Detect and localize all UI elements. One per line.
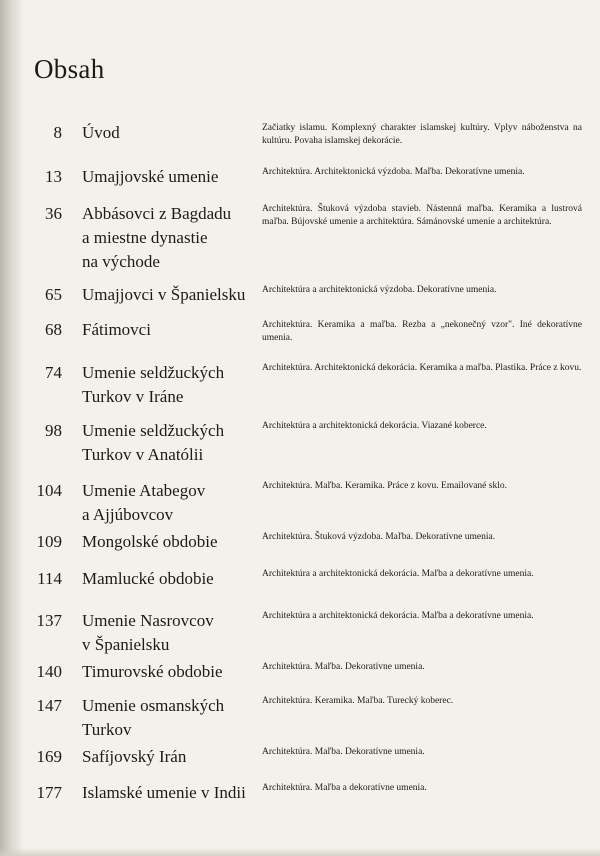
toc-page-number: 140 — [36, 662, 62, 681]
page-title: Obsah — [34, 54, 105, 84]
toc-chapter-description: Architektúra a architektonická výzdoba. Dekoratívne umenia. — [262, 285, 497, 295]
toc-page-number: 13 — [45, 167, 62, 186]
toc-chapter-description: Architektúra. Maľba a dekoratívne umenia. — [262, 783, 427, 793]
toc-chapter-title: Úvod — [82, 123, 120, 142]
toc-chapter-description: Architektúra. Štuková výzdoba stavieb. Nástenná maľba. Keramika a lustrová maľba. Bújovské umenie a architektúra. Sámánovské umenie a architektúra. — [262, 204, 582, 227]
toc-chapter-description: Architektúra. Keramika a maľba. Rezba a „nekonečný vzor". Iné dekoratívne umenia. — [262, 320, 582, 343]
toc-page-number: 147 — [36, 696, 62, 715]
toc-chapter-description: Architektúra. Architektonická dekorácia. Keramika a maľba. Plastika. Práce z kovu. — [262, 363, 582, 373]
toc-chapter-description: Architektúra a architektonická dekorácia. Viazané koberce. — [262, 421, 487, 431]
toc-page-number: 36 — [45, 204, 62, 223]
toc-chapter-title: Umajjovské umenie — [82, 167, 219, 186]
toc-page-number: 68 — [45, 320, 62, 339]
page-bottom-edge — [0, 848, 600, 856]
toc-chapter-title: Abbásovci z Bagdadu a miestne dynastie na východe — [82, 204, 232, 271]
toc-page-number: 109 — [36, 532, 62, 551]
toc-chapter-title: Islamské umenie v Indii — [82, 783, 246, 802]
toc-page-number: 98 — [45, 421, 62, 440]
toc-chapter-description: Architektúra. Štuková výzdoba. Maľba. Dekoratívne umenia. — [262, 532, 496, 542]
toc-chapter-description: Začiatky islamu. Komplexný charakter islamskej kultúry. Vplyv náboženstva na kultúru. Povaha islamskej dekorácie. — [262, 123, 582, 146]
toc-chapter-title: Umenie osmanských Turkov — [82, 696, 225, 739]
toc-chapter-description: Architektúra a architektonická dekorácia. Maľba a dekoratívne umenia. — [262, 569, 534, 579]
toc-page-number: 137 — [36, 611, 62, 630]
toc-chapter-title: Umenie Nasrovcov v Španielsku — [82, 611, 214, 654]
toc-page-number: 169 — [36, 747, 62, 766]
toc-chapter-title: Mongolské obdobie — [82, 532, 218, 551]
toc-chapter-description: Architektúra. Architektonická výzdoba. Maľba. Dekoratívne umenia. — [262, 167, 525, 177]
toc-chapter-title: Fátimovci — [82, 320, 151, 339]
toc-page-number: 104 — [36, 481, 62, 500]
toc-chapter-title: Umenie Atabegov a Ajjúbovcov — [82, 481, 206, 524]
toc-chapter-description: Architektúra a architektonická dekorácia. Maľba a dekoratívne umenia. — [262, 611, 534, 621]
toc-chapter-title: Umajjovci v Španielsku — [82, 285, 246, 304]
page-spine-shadow — [0, 0, 24, 856]
toc-page-number: 177 — [36, 783, 62, 802]
toc-chapter-title: Mamlucké obdobie — [82, 569, 214, 588]
toc-chapter-title: Safíjovský Irán — [82, 747, 187, 766]
toc-page-number: 8 — [53, 123, 62, 142]
toc-chapter-title: Umenie seldžuckých Turkov v Iráne — [82, 363, 225, 406]
toc-page-number: 65 — [45, 285, 62, 304]
toc-chapter-title: Umenie seldžuckých Turkov v Anatólii — [82, 421, 225, 464]
toc-chapter-description: Architektúra. Maľba. Dekoratívne umenia. — [262, 747, 425, 757]
toc-page-number: 74 — [45, 363, 62, 382]
toc-chapter-title: Timurovské obdobie — [82, 662, 223, 681]
toc-chapter-description: Architektúra. Maľba. Keramika. Práce z kovu. Emailované sklo. — [262, 481, 507, 491]
toc-chapter-description: Architektúra. Keramika. Maľba. Turecký koberec. — [262, 696, 454, 706]
toc-chapter-description: Architektúra. Maľba. Dekoratívne umenia. — [262, 662, 425, 672]
toc-page-number: 114 — [37, 569, 62, 588]
